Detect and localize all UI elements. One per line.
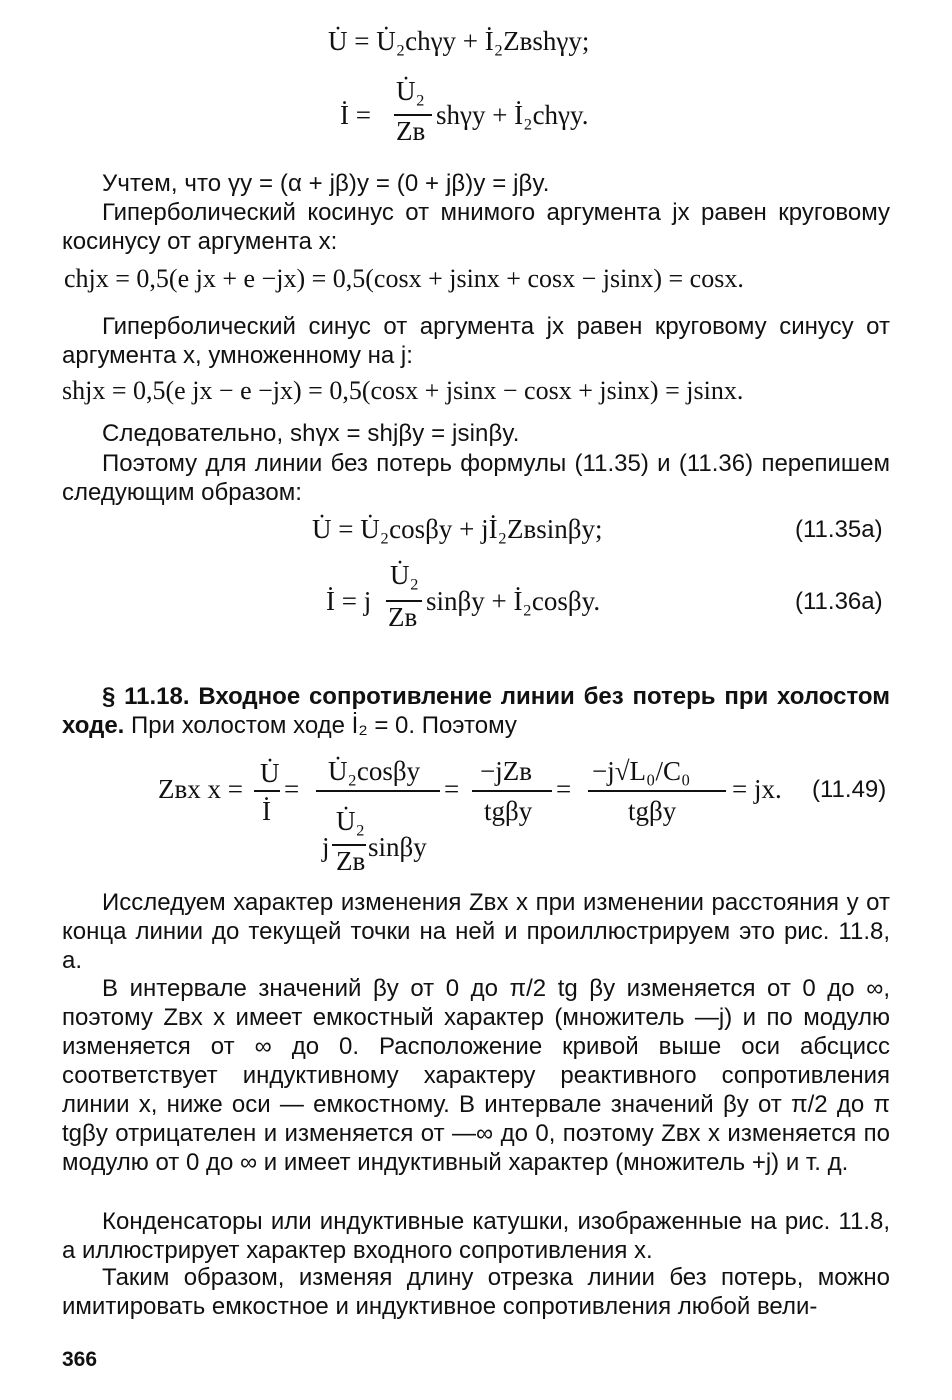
equation-number-11-35a: (11.35a) (795, 516, 883, 543)
equation-voltage-hyperbolic: U̇ = U̇₂chγy + İ₂Zвshγy; (328, 26, 590, 56)
section-11-18 (62, 682, 890, 740)
equation-11-49-f2-den-den: Zв (336, 846, 366, 876)
equals-sign: = (444, 774, 460, 804)
equation-11-49-f2-num: U̇₂cosβy (328, 756, 421, 786)
fraction-bar (588, 790, 726, 792)
equation-11-49-f4-num: −j√L₀/C₀ (592, 756, 691, 786)
paragraph-capacitors: Конденсаторы или индуктивные катушки, изображенные на рис. 11.8, a иллюстрирует характер входного сопротивления x. (62, 1208, 890, 1264)
equation-11-49-f2-den-post: sinβy (368, 832, 427, 862)
equation-11-49-f1-num: U̇ (260, 758, 280, 788)
equation-11-49-f2-den-pre: j (322, 832, 330, 862)
equation-number-11-49: (11.49) (812, 776, 887, 803)
equation-11-49-f1-den: İ (262, 796, 271, 826)
equation-11-36a-rest: sinβy + İ₂cosβy. (426, 586, 601, 616)
equation-current-denominator: Zв (396, 116, 426, 146)
paragraph-conclusion: Таким образом, изменяя длину отрезка линии без потерь, можно имитировать емкостное и индуктивное сопротивления любой вели- (62, 1264, 890, 1320)
equation-ch: chjx = 0,5(e jx + e −jx) = 0,5(cosx + jsinx + cosx − jsinx) = cosx. (64, 264, 744, 293)
equation-current-rest: shγy + İ₂chγy. (436, 100, 589, 130)
equation-11-49-lhs: Zвх x = (158, 774, 243, 804)
equation-11-49-rhs: = jx. (732, 774, 782, 804)
equation-11-36a-denominator: Zв (388, 602, 418, 632)
fraction-bar (316, 790, 440, 792)
equation-11-49-f3-num: −jZв (480, 756, 532, 786)
equation-sh: shjx = 0,5(e jx − e −jx) = 0,5(cosx + jsinx − cosx + jsinx) = jsinx. (62, 376, 744, 405)
paragraph-gamma-y: Учтем, что γy = (α + jβ)y = (0 + jβ)y = jβy. (102, 170, 550, 197)
fraction-bar (254, 790, 280, 792)
equation-11-36a-lhs: İ = j (326, 586, 372, 616)
equation-current-lhs: İ = (340, 100, 371, 130)
paragraph-hyperbolic-cosine: Гиперболический косинус от мнимого аргумента jx равен круговому косинусу от аргумента x: (62, 199, 890, 255)
equation-11-49-f3-den: tgβy (484, 796, 533, 826)
equation-11-35a: U̇ = U̇₂cosβy + jİ₂Zвsinβy; (312, 514, 603, 544)
paragraph-interval: В интервале значений βy от 0 до π/2 tg βy изменяется от 0 до ∞, поэтому Zвх x имеет емкостный характер (множитель —j) и по модулю изменяется от ∞ до 0. Расположение кривой выше оси абсцисс соответствует индуктивному характеру реактивного сопротивления линии x, ниже оси — емкостному. В интервале значений βy от π/2 до π tgβy отрицателен и изменяется от —∞ до 0, поэтому Zвх x изменяется по модулю от 0 до ∞ и имеет индуктивный характер (множитель +j) и т. д. (62, 975, 890, 1176)
equation-current-numerator: U̇₂ (396, 76, 425, 106)
fraction-bar (472, 790, 552, 792)
section-heading: § 11.18. Входное сопротивление линии без потерь при холостом ходе. (62, 683, 890, 739)
equals-sign: = (556, 774, 572, 804)
paragraph-consequently: Следовательно, shγx = shjβy = jsinβy. (102, 420, 520, 447)
page-number: 366 (62, 1348, 98, 1371)
section-heading-tail: При холостом ходе İ₂ = 0. Поэтому (131, 712, 517, 739)
equation-number-11-36a: (11.36a) (795, 588, 883, 615)
equation-11-49-f2-den-num: U̇₂ (336, 806, 365, 836)
paragraph-investigate: Исследуем характер изменения Zвх x при изменении расстояния y от конца линии до текущей точки на ней и проиллюстрируем это рис. 11.8, a. (62, 889, 890, 974)
paragraph-lossless-line: Поэтому для линии без потерь формулы (11.35) и (11.36) перепишем следующим образом: (62, 450, 890, 506)
equals-sign: = (284, 774, 300, 804)
paragraph-hyperbolic-sine: Гиперболический синус от аргумента jx равен круговому синусу от аргумента x, умноженному на j: (62, 313, 890, 369)
equation-11-36a-numerator: U̇₂ (390, 560, 419, 590)
equation-11-49-f4-den: tgβy (628, 796, 677, 826)
